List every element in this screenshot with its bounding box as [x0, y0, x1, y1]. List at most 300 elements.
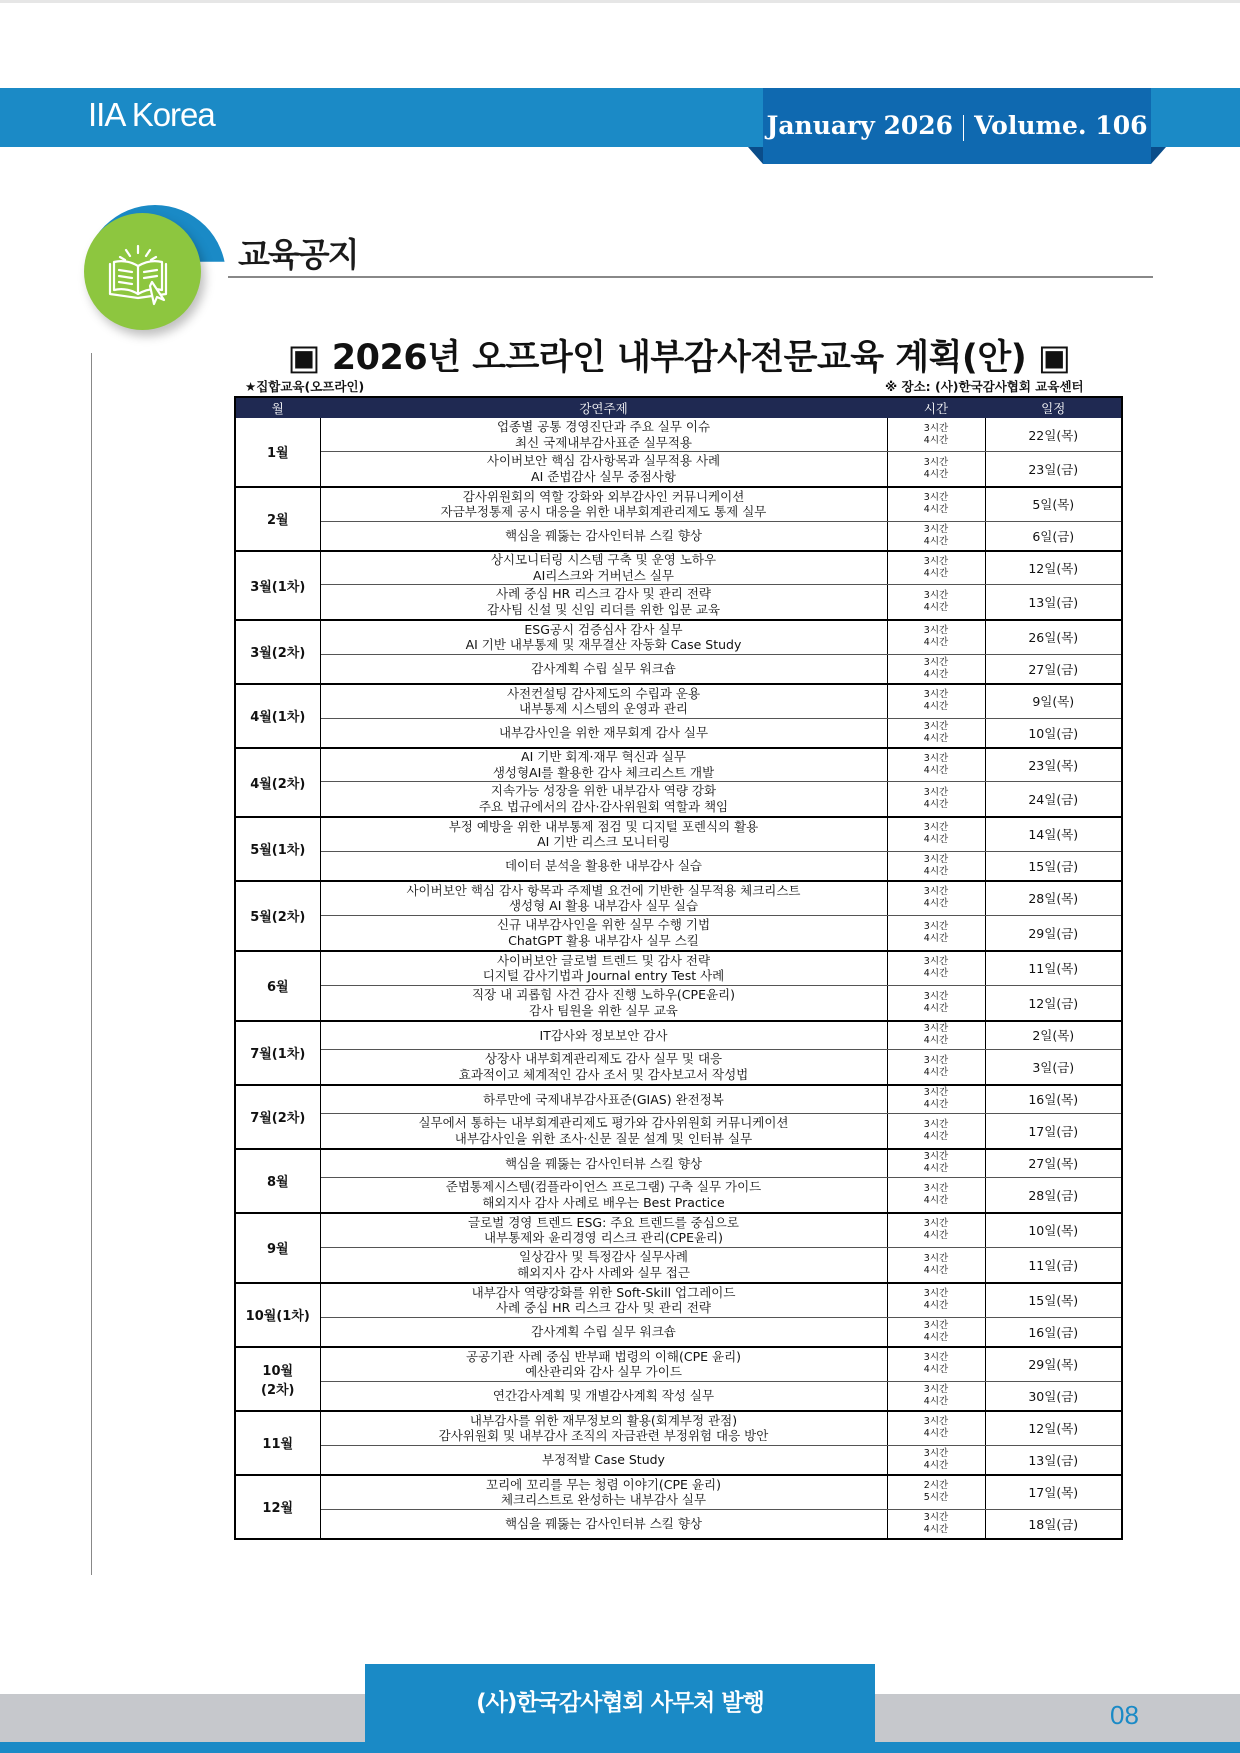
table-row: [235, 719, 1122, 748]
topic-cell: [320, 1411, 887, 1446]
hours-cell: [887, 620, 985, 655]
hours-line: 4시간: [923, 1331, 949, 1343]
hours-line: 5시간: [923, 1492, 949, 1504]
hours-cell: [887, 1446, 985, 1475]
hours-line: 3시간: [923, 523, 949, 535]
hours-line: 3시간: [923, 625, 949, 637]
table-row: [235, 1475, 1122, 1510]
date-cell: 15일(목): [985, 1283, 1122, 1318]
hours-line: 3시간: [923, 990, 949, 1002]
hours-cell: [887, 748, 985, 782]
topic-cell: [320, 916, 887, 951]
issue-box-fold-left: [748, 147, 763, 164]
hours-cell: [887, 522, 985, 551]
topic-cell: [320, 1510, 887, 1539]
topic-line: 해외지사 감사 사례로 배우는 Best Practice: [482, 1194, 725, 1210]
hours-cell: [887, 986, 985, 1021]
topic-line: 핵심을 꿰뚫는 감사인터뷰 스킬 향상: [504, 1516, 703, 1531]
table-row: [235, 817, 1122, 852]
header-hours: 시간: [887, 397, 985, 418]
month-cell: [235, 1021, 320, 1085]
issue-box-fold-right: [1151, 147, 1166, 164]
topic-line: 효과적이고 체계적인 감사 조서 및 감사보고서 작성법: [458, 1066, 749, 1082]
month-label: 4월(1차): [250, 710, 306, 725]
topic-cell: [320, 551, 887, 585]
hours-line: 3시간: [923, 1087, 949, 1099]
hours-cell: [887, 1475, 985, 1510]
month-cell: [235, 1475, 320, 1539]
date-cell: 18일(금): [985, 1510, 1122, 1539]
hours-cell: [887, 1318, 985, 1347]
header-date: 일정: [985, 397, 1122, 418]
topic-line: AI 기반 회계·재무 혁신과 실무: [521, 749, 686, 765]
hours-cell: [887, 418, 985, 452]
month-label: 4월(2차): [250, 776, 306, 792]
topic-line: 감사위원회의 역할 강화와 외부감사인 커뮤니케이션: [462, 488, 745, 504]
month-label: 9월: [266, 1242, 289, 1257]
month-label: 10월: [262, 1363, 294, 1379]
book-icon: [104, 242, 174, 306]
date-cell: 23일(목): [985, 748, 1122, 782]
top-divider: [0, 0, 1240, 3]
left-margin-rule: [91, 353, 92, 1575]
topic-line: 핵심을 꿰뚫는 감사인터뷰 스킬 향상: [504, 528, 703, 543]
topic-line: 감사팀 신설 및 신임 리더를 위한 입문 교육: [486, 601, 721, 617]
month-cell: [235, 817, 320, 881]
topic-line: 공공기관 사례 중심 반부패 법령의 이해(CPE 윤리): [465, 1348, 742, 1364]
table-row: [235, 1283, 1122, 1318]
hours-cell: [887, 1085, 985, 1114]
topic-line: 디지털 감사기법과 Journal entry Test 사례: [482, 968, 725, 984]
hours-line: 3시간: [923, 886, 949, 898]
table-row: [235, 1114, 1122, 1149]
hours-line: 3시간: [923, 492, 949, 504]
hours-cell: [887, 1382, 985, 1411]
hours-cell: [887, 1248, 985, 1283]
hours-line: 3시간: [923, 1118, 949, 1130]
table-row: [235, 986, 1122, 1021]
table-row: [235, 1178, 1122, 1213]
hours-cell: [887, 916, 985, 951]
topic-cell: [320, 1178, 887, 1213]
hours-line: 3시간: [923, 822, 949, 834]
hours-line: 3시간: [923, 656, 949, 668]
topic-cell: [320, 1283, 887, 1318]
hours-line: 4시간: [923, 668, 949, 680]
hours-line: 3시간: [923, 720, 949, 732]
hours-line: 4시간: [923, 601, 949, 613]
topic-line: 지속가능 성장을 위한 내부감사 역량 강화: [490, 783, 717, 799]
hours-line: 4시간: [923, 1428, 949, 1440]
hours-line: 4시간: [923, 468, 949, 480]
topic-cell: [320, 655, 887, 684]
topic-cell: [320, 782, 887, 817]
hours-cell: [887, 881, 985, 916]
month-label: 5월(2차): [250, 910, 306, 925]
table-row: [235, 1382, 1122, 1411]
hours-cell: [887, 782, 985, 817]
subtitle-left: ★집합교육(오프라인): [245, 379, 365, 394]
table-header-row: [235, 397, 1122, 418]
date-cell: 9일(목): [985, 684, 1122, 719]
hours-line: 4시간: [923, 1523, 949, 1535]
topic-line: 부정 예방을 위한 내부통제 점검 및 디지털 포렌식의 활용: [448, 818, 759, 834]
hours-cell: [887, 452, 985, 487]
month-cell: [235, 551, 320, 620]
hours-line: 3시간: [923, 1511, 949, 1523]
hours-line: 4시간: [923, 1130, 949, 1142]
date-cell: 10일(목): [985, 1213, 1122, 1248]
hours-line: 3시간: [923, 422, 949, 434]
table-row: [235, 551, 1122, 585]
hours-line: 4시간: [923, 1395, 949, 1407]
brand-logo: IIA Korea: [88, 96, 215, 133]
hours-cell: [887, 1149, 985, 1178]
month-label: 12월: [262, 1501, 294, 1516]
table-row: [235, 418, 1122, 452]
topic-cell: [320, 1213, 887, 1248]
topic-line: AI리스크와 거버넌스 실무: [533, 567, 674, 583]
hours-line: 3시간: [923, 689, 949, 701]
topic-line: 사이버보안 핵심 감사항목과 실무적용 사례: [486, 453, 721, 469]
topic-line: 자금부정통제 공시 대응을 위한 내부회계관리제도 통제 실무: [440, 504, 767, 520]
topic-line: 예산관리와 감사 실무 가이드: [525, 1364, 682, 1380]
month-label: 3월(1차): [250, 579, 306, 595]
topic-line: 해외지사 감사 사례와 실무 접근: [517, 1264, 690, 1280]
table-row: [235, 620, 1122, 655]
topic-cell: [320, 1475, 887, 1510]
hours-cell: [887, 1021, 985, 1050]
date-cell: 26일(목): [985, 620, 1122, 655]
date-cell: 6일(금): [985, 522, 1122, 551]
month-cell: [235, 1085, 320, 1149]
hours-cell: [887, 951, 985, 986]
month-cell: [235, 620, 320, 684]
month-cell: [235, 1411, 320, 1475]
topic-line: 실무에서 통하는 내부회계관리제도 평가와 감사위원회 커뮤니케이션: [418, 1115, 789, 1131]
date-cell: 16일(목): [985, 1085, 1122, 1114]
topic-cell: [320, 620, 887, 655]
topic-line: 핵심을 꿰뚫는 감사인터뷰 스킬 향상: [504, 1155, 703, 1171]
date-cell: 27일(목): [985, 1149, 1122, 1178]
table-row: [235, 951, 1122, 986]
month-label: 1월: [266, 446, 289, 462]
hours-line: 4시간: [923, 701, 949, 713]
date-cell: 17일(금): [985, 1114, 1122, 1149]
date-cell: 29일(목): [985, 1347, 1122, 1382]
topic-line: 하루만에 국제내부감사표준(GIAS) 완전정복: [483, 1091, 724, 1107]
hours-line: 4시간: [923, 1099, 949, 1111]
topic-cell: [320, 951, 887, 986]
topic-line: 생성형AI를 활용한 감사 체크리스트 개발: [492, 764, 715, 780]
date-cell: 5일(목): [985, 487, 1122, 522]
topic-line: 일상감사 및 특정감사 실무사례: [519, 1249, 688, 1265]
topic-cell: [320, 1318, 887, 1347]
table-row: [235, 1411, 1122, 1446]
issue-separator: [963, 115, 964, 141]
topic-line: 감사위원회 및 내부감사 조직의 자금관련 부정위험 대응 방안: [438, 1428, 769, 1444]
subtitle-right: ※ 장소: (사)한국감사협회 교육센터: [885, 379, 1084, 394]
topic-line: 내부통제 시스템의 운영과 관리: [519, 701, 688, 717]
table-row: [235, 522, 1122, 551]
topic-line: ChatGPT 활용 내부감사 실무 스킬: [508, 932, 699, 948]
table-row: [235, 684, 1122, 719]
month-cell: [235, 684, 320, 748]
table-row: [235, 782, 1122, 817]
issue-month: January 2026: [766, 111, 954, 140]
table-row: [235, 881, 1122, 916]
hours-line: 3시간: [923, 920, 949, 932]
topic-line: 내부감사인을 위한 조사·신문 질문 설계 및 인터뷰 실무: [454, 1130, 753, 1146]
date-cell: 24일(금): [985, 782, 1122, 817]
table-row: [235, 1510, 1122, 1539]
topic-line: 준법통제시스템(컴플라이언스 프로그램) 구축 실무 가이드: [445, 1179, 762, 1195]
month-cell: [235, 1149, 320, 1213]
hours-cell: [887, 1283, 985, 1318]
hours-cell: [887, 655, 985, 684]
date-cell: 14일(목): [985, 817, 1122, 852]
schedule-table: [234, 396, 1123, 1540]
hours-line: 4시간: [923, 1194, 949, 1206]
month-cell: [235, 418, 320, 487]
hours-cell: [887, 817, 985, 852]
month-cell: [235, 1347, 320, 1411]
month-label: 7월(1차): [250, 1047, 306, 1062]
topic-line: 신규 내부감사인을 위한 실무 수행 기법: [496, 917, 711, 933]
topic-line: AI 기반 리스크 모니터링: [537, 834, 670, 850]
topic-cell: [320, 986, 887, 1021]
hours-line: 3시간: [923, 456, 949, 468]
hours-line: 4시간: [923, 968, 949, 980]
header-topic: 강연주제: [320, 397, 887, 418]
table-row: [235, 585, 1122, 620]
topic-line: 글로벌 경영 트렌드 ESG: 주요 트렌드를 중심으로: [468, 1214, 739, 1230]
hours-cell: [887, 1510, 985, 1539]
topic-cell: [320, 452, 887, 487]
topic-line: 내부통제와 윤리경영 리스크 관리(CPE윤리): [483, 1230, 724, 1246]
hours-cell: [887, 719, 985, 748]
date-cell: 12일(목): [985, 551, 1122, 585]
table-row: [235, 1248, 1122, 1283]
hours-line: 4시간: [923, 1459, 949, 1471]
topic-line: 체크리스트로 완성하는 내부감사 실무: [500, 1492, 707, 1508]
hours-line: 3시간: [923, 1319, 949, 1331]
topic-line: 꼬리에 꼬리를 무는 청렴 이야기(CPE 윤리): [486, 1476, 721, 1492]
topic-line: 상장사 내부회계관리제도 감사 실무 및 대응: [484, 1051, 723, 1067]
topic-cell: [320, 522, 887, 551]
hours-line: 4시간: [923, 732, 949, 744]
table-row: [235, 1347, 1122, 1382]
date-cell: 11일(목): [985, 951, 1122, 986]
date-cell: 22일(목): [985, 418, 1122, 452]
hours-line: 4시간: [923, 1163, 949, 1175]
date-cell: 23일(금): [985, 452, 1122, 487]
hours-line: 3시간: [923, 956, 949, 968]
topic-line: 데이터 분석을 활용한 내부감사 실습: [504, 858, 703, 873]
topic-cell: [320, 1085, 887, 1114]
hours-line: 3시간: [923, 1054, 949, 1066]
month-label: 8월: [266, 1175, 289, 1190]
date-cell: 11일(금): [985, 1248, 1122, 1283]
hours-line: 3시간: [923, 752, 949, 764]
table-row: [235, 655, 1122, 684]
month-label: 2월: [266, 513, 289, 528]
hours-line: 3시간: [923, 1447, 949, 1459]
month-label: 10월(1차): [245, 1309, 310, 1324]
footer-publisher: (사)한국감사협회 사무처 발행: [476, 1690, 764, 1716]
header-month: 월: [235, 397, 320, 418]
hours-line: 4시간: [923, 865, 949, 877]
topic-line: 연간감사계획 및 개별감사계획 작성 실무: [492, 1388, 715, 1403]
topic-line: 생성형 AI 활용 내부감사 실무 실습: [508, 898, 699, 914]
month-label: (2차): [261, 1382, 295, 1398]
hours-line: 4시간: [923, 434, 949, 446]
table-row: [235, 1318, 1122, 1347]
topic-line: 감사계획 수립 실무 워크숍: [531, 1324, 676, 1339]
topic-cell: [320, 852, 887, 881]
hours-line: 4시간: [923, 1300, 949, 1312]
date-cell: 3일(금): [985, 1050, 1122, 1085]
topic-line: IT감사와 정보보안 감사: [539, 1027, 668, 1043]
topic-line: 내부감사 역량강화를 위한 Soft-Skill 업그레이드: [471, 1284, 736, 1300]
topic-cell: [320, 1050, 887, 1085]
document-title: ▣ 2026년 오프라인 내부감사전문교육 계획(안) ▣: [287, 338, 1071, 378]
topic-line: 사례 중심 HR 리스크 감사 및 관리 전략: [496, 586, 711, 602]
hours-line: 4시간: [923, 1364, 949, 1376]
hours-line: 3시간: [923, 786, 949, 798]
table-row: [235, 1149, 1122, 1178]
date-cell: 15일(금): [985, 852, 1122, 881]
date-cell: 13일(금): [985, 585, 1122, 620]
section-rule: [228, 276, 1153, 278]
hours-cell: [887, 1347, 985, 1382]
topic-cell: [320, 719, 887, 748]
topic-line: AI 기반 내부통제 및 재무결산 자동화 Case Study: [465, 637, 742, 653]
hours-line: 3시간: [923, 1288, 949, 1300]
hours-cell: [887, 1411, 985, 1446]
hours-line: 4시간: [923, 1066, 949, 1078]
hours-cell: [887, 1114, 985, 1149]
table-row: [235, 852, 1122, 881]
hours-line: 3시간: [923, 555, 949, 567]
topic-line: 최신 국제내부감사표준 실무적용: [515, 434, 692, 450]
hours-line: 3시간: [923, 1182, 949, 1194]
topic-line: AI 준법감사 실무 중점사항: [531, 468, 676, 484]
hours-line: 2시간: [923, 1480, 949, 1492]
topic-line: 주요 법규에서의 감사·감사위원회 역할과 책임: [478, 798, 729, 814]
table-row: [235, 1021, 1122, 1050]
topic-line: 업종별 공통 경영진단과 주요 실무 이슈: [496, 419, 711, 434]
topic-cell: [320, 418, 887, 452]
topic-line: 부정적발 Case Study: [542, 1452, 665, 1467]
hours-line: 4시간: [923, 1264, 949, 1276]
issue-volume: Volume. 106: [974, 111, 1148, 140]
hours-line: 3시간: [923, 1352, 949, 1364]
hours-line: 3시간: [923, 853, 949, 865]
topic-line: ESG공시 검증심사 감사 실무: [524, 621, 683, 637]
topic-line: 사전컨설팅 감사제도의 수립과 운용: [506, 685, 701, 701]
hours-cell: [887, 1178, 985, 1213]
hours-line: 4시간: [923, 932, 949, 944]
month-label: 5월(1차): [250, 843, 306, 858]
hours-line: 4시간: [923, 567, 949, 579]
hours-cell: [887, 487, 985, 522]
month-cell: [235, 951, 320, 1021]
topic-line: 내부감사인을 위한 재무회계 감사 실무: [498, 725, 709, 740]
topic-cell: [320, 1248, 887, 1283]
hours-line: 4시간: [923, 1230, 949, 1242]
hours-line: 3시간: [923, 1416, 949, 1428]
month-cell: [235, 487, 320, 551]
hours-line: 4시간: [923, 1035, 949, 1047]
month-cell: [235, 1283, 320, 1347]
topic-line: 감사 팀원을 위한 실무 교육: [529, 1002, 678, 1018]
hours-cell: [887, 1213, 985, 1248]
table-row: [235, 916, 1122, 951]
hours-line: 4시간: [923, 898, 949, 910]
hours-cell: [887, 551, 985, 585]
table-row: [235, 748, 1122, 782]
issue-label: [763, 88, 1151, 164]
topic-cell: [320, 1382, 887, 1411]
hours-cell: [887, 684, 985, 719]
topic-cell: [320, 748, 887, 782]
topic-line: 사이버보안 핵심 감사 항목과 주제별 요건에 기반한 실무적용 체크리스트: [406, 882, 801, 898]
topic-line: 사례 중심 HR 리스크 감사 및 관리 전략: [496, 1300, 711, 1316]
month-cell: [235, 748, 320, 817]
topic-cell: [320, 1347, 887, 1382]
date-cell: 29일(금): [985, 916, 1122, 951]
topic-line: 내부감사를 위한 재무정보의 활용(회계부정 관점): [469, 1412, 738, 1428]
date-cell: 30일(금): [985, 1382, 1122, 1411]
date-cell: 27일(금): [985, 655, 1122, 684]
date-cell: 10일(금): [985, 719, 1122, 748]
hours-line: 3시간: [923, 1218, 949, 1230]
date-cell: 17일(목): [985, 1475, 1122, 1510]
date-cell: 12일(금): [985, 986, 1122, 1021]
section-title: 교육공지: [238, 235, 358, 274]
topic-line: 사이버보안 글로벌 트렌드 및 감사 전략: [496, 952, 711, 968]
hours-cell: [887, 852, 985, 881]
table-row: [235, 487, 1122, 522]
month-label: 6월: [266, 980, 289, 995]
table-row: [235, 1050, 1122, 1085]
topic-line: 상시모니터링 시스템 구축 및 운영 노하우: [490, 552, 717, 568]
hours-line: 4시간: [923, 1002, 949, 1014]
topic-cell: [320, 1114, 887, 1149]
topic-cell: [320, 1021, 887, 1050]
month-label: 11월: [262, 1437, 294, 1452]
topic-cell: [320, 1446, 887, 1475]
topic-cell: [320, 881, 887, 916]
month-label: 3월(2차): [250, 646, 306, 661]
topic-cell: [320, 585, 887, 620]
page-number: 08: [1110, 1700, 1139, 1730]
month-cell: [235, 1213, 320, 1283]
table-row: [235, 1446, 1122, 1475]
topic-line: 직장 내 괴롭힘 사건 감사 진행 노하우(CPE윤리): [471, 987, 736, 1003]
hours-line: 4시간: [923, 535, 949, 547]
hours-line: 3시간: [923, 1023, 949, 1035]
topic-cell: [320, 684, 887, 719]
hours-line: 4시간: [923, 798, 949, 810]
table-row: [235, 1213, 1122, 1248]
hours-line: 3시간: [923, 1252, 949, 1264]
topic-cell: [320, 817, 887, 852]
hours-line: 4시간: [923, 637, 949, 649]
schedule-body: [235, 418, 1122, 1539]
hours-line: 3시간: [923, 1151, 949, 1163]
